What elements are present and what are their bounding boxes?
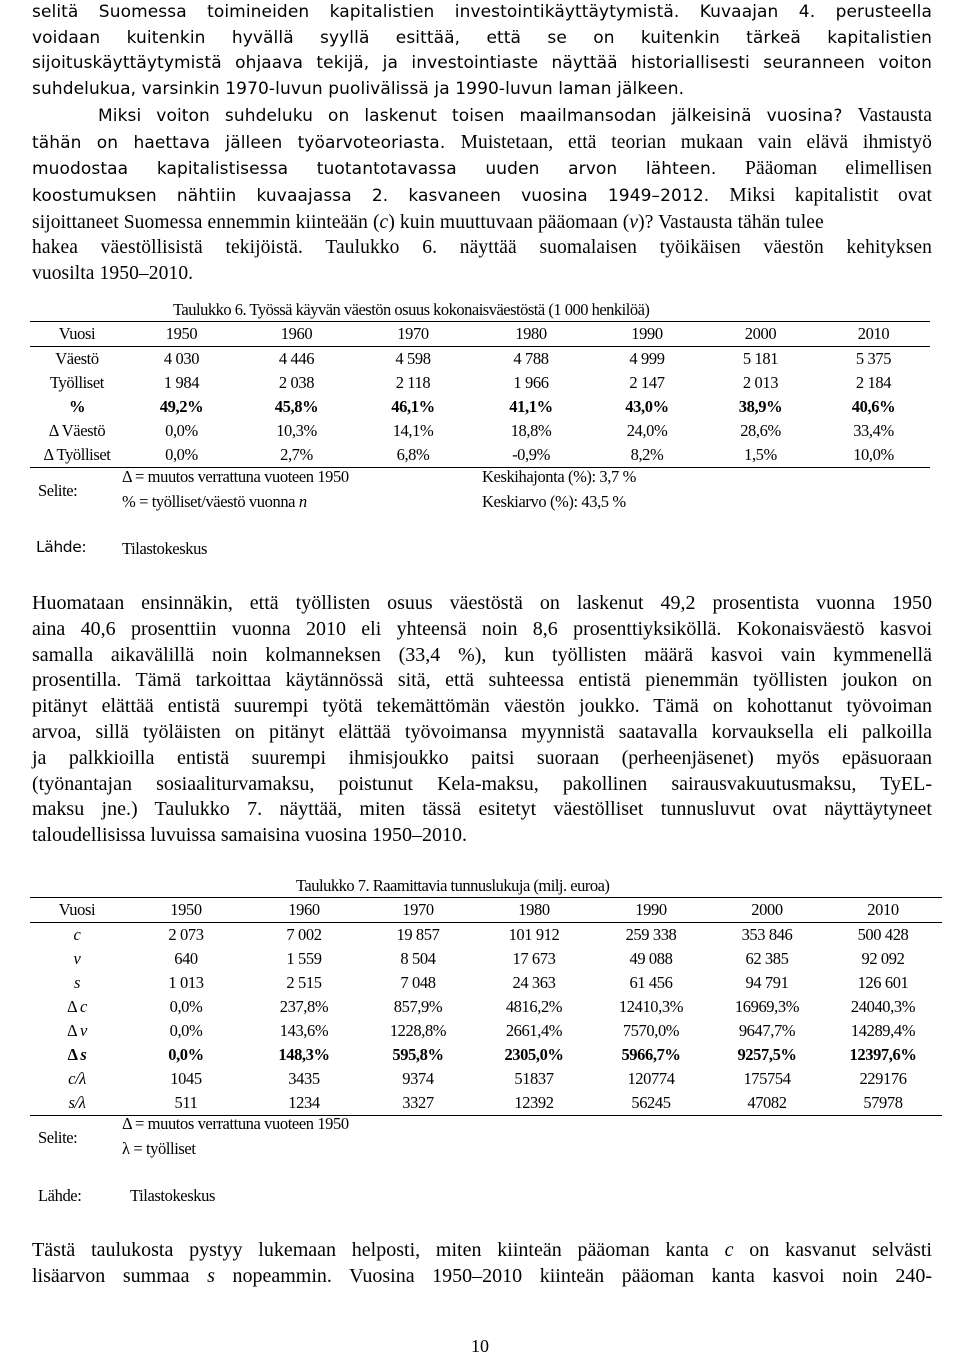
table-cell: 14289,4% (850, 1021, 916, 1040)
table7-selite-label: Selite: (38, 1128, 78, 1147)
header-year-cell: 1970 (360, 898, 476, 923)
table-cell: 6,8% (354, 443, 472, 468)
table6-body (30, 322, 930, 468)
table-cell: 2305,0% (504, 1045, 564, 1064)
table-cell: 2 073 (168, 925, 204, 944)
table-cell: 24,0% (626, 421, 668, 440)
text-segment: ) kuin muuttuvaan pääomaan ( (388, 211, 630, 233)
table-cell: 1234 (248, 1091, 360, 1116)
table-row (30, 395, 930, 419)
table-cell: 2 013 (742, 373, 779, 392)
table-cell: 47082 (710, 1091, 824, 1116)
table-cell: 45,8% (274, 397, 319, 416)
table7 (30, 897, 942, 1116)
row-label-cell (30, 1067, 124, 1091)
table-cell: 9257,5% (737, 1045, 797, 1064)
text-segment-serif: Pääoman elimellisen (745, 158, 932, 180)
header-year-cell: 1960 (248, 898, 360, 923)
table6-note-stdev: Keskihajonta (%): 3,7 % (482, 467, 636, 486)
table-cell: 1 013 (168, 973, 204, 992)
table-cell: 24 363 (512, 973, 556, 992)
table-cell: 1 984 (163, 373, 200, 392)
symbol: v (80, 1021, 87, 1040)
table-cell: 4816,2% (505, 997, 563, 1016)
table-cell: 353 846 (741, 925, 793, 944)
table7-source-label: Lähde: (38, 1186, 82, 1205)
table-header-row (30, 322, 930, 347)
text-segment: lisäarvon summaa (32, 1264, 208, 1287)
table-row (30, 1043, 942, 1067)
table-cell: 0,0% (124, 443, 239, 468)
table-cell: 1045 (170, 1069, 202, 1088)
table-cell: 9374 (402, 1069, 434, 1088)
table-cell: 56245 (592, 1091, 710, 1116)
table-cell: 126 601 (857, 973, 909, 992)
table-cell: 8,2% (590, 443, 704, 468)
header-year-cell: 1980 (476, 898, 592, 923)
text-line: taloudellisissa luvuissa samaisina vuosina 1950–2010. (32, 824, 467, 847)
table-cell: -0,9% (472, 443, 590, 468)
row-label-cell: Δ v (67, 1021, 87, 1040)
header-year-cell: 1970 (354, 322, 472, 347)
symbol-s: s (207, 1264, 215, 1287)
table-cell: 43,0% (625, 397, 669, 416)
table-row (30, 443, 930, 468)
row-label-cell: % (68, 397, 86, 416)
table-cell: 237,8% (279, 997, 329, 1016)
table-cell: 38,9% (738, 397, 783, 416)
symbol-c: c (379, 211, 389, 233)
table-cell: 10,3% (276, 421, 317, 440)
text-segment: on kasvanut selvästi (733, 1239, 932, 1261)
text-segment: Miksi voiton suhdeluku on laskenut toisen maailmansodan jälkeisinä vuosina? (98, 105, 843, 126)
text-line: sijoituskäyttäytymistä ohjaava tekijä, ja investointiaste näyttää historiallisesti seuranneen voiton (32, 53, 932, 74)
text-line: aina 40,6 prosenttiin vuonna 2010 eli yhteensä noin 8,6 prosenttiyksiköllä. Kokonaisväestö kasvoi (32, 617, 932, 640)
table-cell: 94 791 (745, 973, 789, 992)
table-cell: 2661,4% (505, 1021, 563, 1040)
table-cell: 9647,7% (738, 1021, 796, 1040)
table-cell: 595,8% (392, 1045, 444, 1064)
table-cell: 7570,0% (622, 1021, 680, 1040)
text-segment-serif: Vastausta (857, 104, 932, 126)
table6-note-delta: Δ = muutos verrattuna vuoteen 1950 (122, 467, 349, 486)
text-line (32, 210, 932, 236)
table-cell: 2 038 (278, 373, 315, 392)
table6 (30, 321, 930, 468)
table-cell: 14,1% (392, 421, 434, 440)
table-row (30, 1019, 942, 1043)
table-cell: 143,6% (279, 1021, 329, 1040)
table-cell: 1 966 (513, 373, 549, 392)
table-cell: 2 184 (855, 373, 892, 392)
table-cell: 18,8% (510, 421, 552, 440)
header-year-cell: 1990 (592, 898, 710, 923)
text-segment-serif: Miksi kapitalistit ovat (729, 184, 932, 206)
table-cell: 40,6% (851, 397, 896, 416)
table-row (30, 419, 930, 443)
table-cell: 12392 (476, 1091, 592, 1116)
table-cell: 51837 (514, 1069, 554, 1088)
table6-caption: Taulukko 6. Työssä käyvän väestön osuus kokonaisväestöstä (1 000 henkilöä) (173, 300, 650, 319)
table-cell: 17 673 (512, 949, 556, 968)
page-number: 10 (471, 1336, 489, 1356)
table-cell: 33,4% (853, 421, 894, 440)
table-cell: 2,7% (239, 443, 354, 468)
symbol: c/λ (68, 1069, 86, 1088)
table7-note-lambda: λ = työlliset (122, 1139, 196, 1158)
text-line: suhdelukua, varsinkin 1970-luvun puolivälissä ja 1990-luvun laman jälkeen. (32, 79, 685, 100)
table-row (30, 947, 942, 971)
table-cell: 2 118 (395, 373, 431, 392)
symbol: s (73, 973, 81, 992)
text-segment: )? Vastausta tähän tulee (638, 211, 824, 233)
table-cell: 7 048 (400, 973, 436, 992)
table-cell: 3435 (288, 1069, 320, 1088)
text-line: vuosilta 1950–2010. (32, 263, 194, 285)
table-row (30, 971, 942, 995)
table-cell: 10,0% (817, 443, 930, 468)
row-label-cell: Δ c (67, 997, 87, 1016)
table6-note-mean: Keskiarvo (%): 43,5 % (482, 492, 626, 511)
note-text: % = työlliset/väestö vuonna (122, 492, 299, 511)
table-cell: 4 598 (395, 349, 431, 368)
table-cell: 41,1% (509, 397, 553, 416)
header-year-cell: 1990 (590, 322, 704, 347)
table-cell: 175754 (743, 1069, 791, 1088)
table-cell: 2 147 (629, 373, 665, 392)
table-cell: 857,9% (393, 997, 443, 1016)
table7-note-delta: Δ = muutos verrattuna vuoteen 1950 (122, 1114, 349, 1133)
table-cell: 5966,7% (621, 1045, 681, 1064)
table-cell: 12397,6% (849, 1045, 917, 1064)
table-row (30, 995, 942, 1019)
intro-paragraph (32, 0, 932, 287)
text-line: hakea väestöllisistä tekijöistä. Taulukko 6. näyttää suomalaisen työikäisen väestön kehityksen (32, 237, 932, 259)
row-label-cell (30, 947, 124, 971)
symbol: v (73, 949, 81, 968)
table-cell: 49,2% (159, 397, 204, 416)
symbol: s (80, 1045, 87, 1064)
text-line (32, 1238, 932, 1264)
table-cell: 640 (174, 949, 198, 968)
table-cell: 92 092 (861, 949, 905, 968)
symbol-c: c (724, 1239, 734, 1261)
table-cell: 5 181 (742, 349, 779, 368)
row-label-cell (30, 971, 124, 995)
table6-selite-label: Selite: (38, 481, 78, 500)
symbol: c (80, 997, 87, 1016)
text-line: prosentilla. Tämä tarkoittaa käytännössä sitä, että suhteessa entistä pienemmän työllisten joukon on (32, 669, 932, 692)
symbol: s/λ (68, 1093, 86, 1112)
header-year-cell: 2010 (817, 322, 930, 347)
table-cell: 61 456 (629, 973, 673, 992)
table-cell: 62 385 (745, 949, 789, 968)
note-n: n (298, 492, 307, 511)
analysis-paragraph (32, 591, 932, 849)
text-line (32, 156, 932, 183)
text-line: samalla aikavälillä noin kolmanneksen (33,4 %), kun työllisten määrä kasvoi vain kymmenellä (32, 643, 932, 666)
table-cell: 101 912 (508, 925, 560, 944)
table-cell: 19 857 (396, 925, 440, 944)
row-label-cell (30, 923, 124, 948)
table-cell: 0,0% (169, 1021, 203, 1040)
text-segment: nopeammin. Vuosina 1950–2010 kiinteän pääoman kanta kasvoi noin 240- (214, 1264, 932, 1287)
table-cell: 8 504 (400, 949, 436, 968)
table-cell: 24040,3% (850, 997, 916, 1016)
symbol-v: v (629, 211, 639, 233)
table-cell: 229176 (859, 1069, 907, 1088)
table-row (30, 1067, 942, 1091)
table-cell: 4 999 (629, 349, 665, 368)
row-label-cell: Δ Työlliset (30, 443, 124, 468)
text-segment: sijoittaneet Suomessa ennemmin kiinteään ( (32, 211, 380, 233)
table-cell: 49 088 (629, 949, 673, 968)
text-segment: tähän on haettava jälleen työarvoteoriasta. (32, 132, 446, 153)
table-row (30, 923, 942, 948)
table-cell: 5 375 (855, 349, 892, 368)
text-line: Huomataan ensinnäkin, että työllisten osuus väestöstä on laskenut 49,2 prosentista vuonna 1950 (32, 592, 932, 614)
table-cell: 259 338 (625, 925, 677, 944)
header-year-cell: 2000 (704, 322, 817, 347)
text-line (32, 130, 932, 157)
table-cell: 1,5% (704, 443, 817, 468)
row-label-cell (30, 1091, 124, 1116)
text-line: selitä Suomessa toimineiden kapitalistien investointikäyttäytymistä. Kuvaajan 4. perusteella (32, 2, 932, 22)
table-header-row (30, 898, 942, 923)
header-label-cell: Vuosi (30, 898, 124, 923)
table-row (30, 347, 930, 372)
header-year-cell: 2010 (824, 898, 942, 923)
table-row (30, 371, 930, 395)
table-cell: 120774 (627, 1069, 675, 1088)
table-cell: 12410,3% (618, 997, 684, 1016)
table-cell: 0,0% (169, 997, 203, 1016)
table6-source-label: Lähde: (36, 538, 87, 556)
row-label-cell: Väestö (55, 349, 99, 368)
closing-paragraph (32, 1238, 932, 1290)
table-cell: 511 (124, 1091, 248, 1116)
row-label-cell: Työlliset (50, 373, 104, 392)
text-segment-serif: Muistetaan, että teorian mukaan vain elävä ihmistyö (460, 131, 932, 153)
text-line: ja palkkioilla entistä suurempi ihmisjoukko paitsi suoraan (perheenjäsenet) myös epäsuoraan (32, 746, 932, 769)
text-segment: Tästä taulukosta pystyy lukemaan helposti, miten kiinteän pääoman kanta (32, 1239, 725, 1261)
table-cell: 4 446 (278, 349, 315, 368)
text-segment: koostumuksen nähtiin kuvaajassa 2. kasvaneen vuosina 1949–2012. (32, 185, 710, 206)
table-cell: 3327 (360, 1091, 476, 1116)
text-line: (työnantajan sosiaaliturvamaksu, poistunut Kela-maksu, pakollinen sairausvakuutusmaksu, TyEL- (32, 772, 932, 795)
table6-note-percent (122, 492, 307, 512)
text-line (32, 183, 932, 210)
table-cell: 16969,3% (734, 997, 800, 1016)
table-cell: 1228,8% (389, 1021, 447, 1040)
header-year-cell: 1950 (124, 898, 248, 923)
table6-source: Tilastokeskus (122, 539, 207, 558)
table7-source: Tilastokeskus (130, 1186, 215, 1205)
text-line: maksu jne.) Taulukko 7. näyttää, miten tässä esitetyt väestölliset tunnusluvut ovat näyttäytyneet (32, 798, 932, 821)
table-cell: 7 002 (286, 925, 322, 944)
table-cell: 2 515 (286, 973, 322, 992)
table-cell: 28,6% (740, 421, 781, 440)
text-line: arvoa, sillä työläisten on pitänyt elättää työvoimansa myynnistä saatavalla korvauksella eli palkoilla (32, 720, 932, 743)
text-segment: muodostaa kapitalistisessa tuotantotavassa uuden arvon lähteen. (32, 159, 717, 180)
header-label-cell: Vuosi (30, 322, 124, 347)
row-label-cell: Δ s (67, 1045, 87, 1064)
table7-body (30, 898, 942, 1116)
header-year-cell: 1950 (124, 322, 239, 347)
header-year-cell: 1960 (239, 322, 354, 347)
table-row (30, 1091, 942, 1116)
table-cell: 148,3% (278, 1045, 330, 1064)
table-cell: 57978 (824, 1091, 942, 1116)
text-line: pitänyt elättää entistä suurempi työtä tekemättömän väestön joukko. Tämä on kohottanut työvoiman (32, 695, 932, 718)
text-line: voidaan kuitenkin hyvällä syyllä esittää, että se on kuitenkin tärkeä kapitalistien (32, 27, 932, 48)
table-cell: 0,0% (165, 421, 198, 440)
table-cell: 4 030 (163, 349, 200, 368)
symbol: c (73, 925, 81, 944)
text-line (32, 103, 932, 130)
text-line (32, 1264, 932, 1290)
table7-caption: Taulukko 7. Raamittavia tunnuslukuja (milj. euroa) (296, 876, 610, 895)
table-cell: 4 788 (513, 349, 549, 368)
table-cell: 500 428 (857, 925, 909, 944)
header-year-cell: 1980 (472, 322, 590, 347)
table-cell: 0,0% (168, 1045, 204, 1064)
table-cell: 1 559 (286, 949, 322, 968)
table-cell: 46,1% (391, 397, 435, 416)
header-year-cell: 2000 (710, 898, 824, 923)
row-label-cell: Δ Väestö (48, 421, 106, 440)
